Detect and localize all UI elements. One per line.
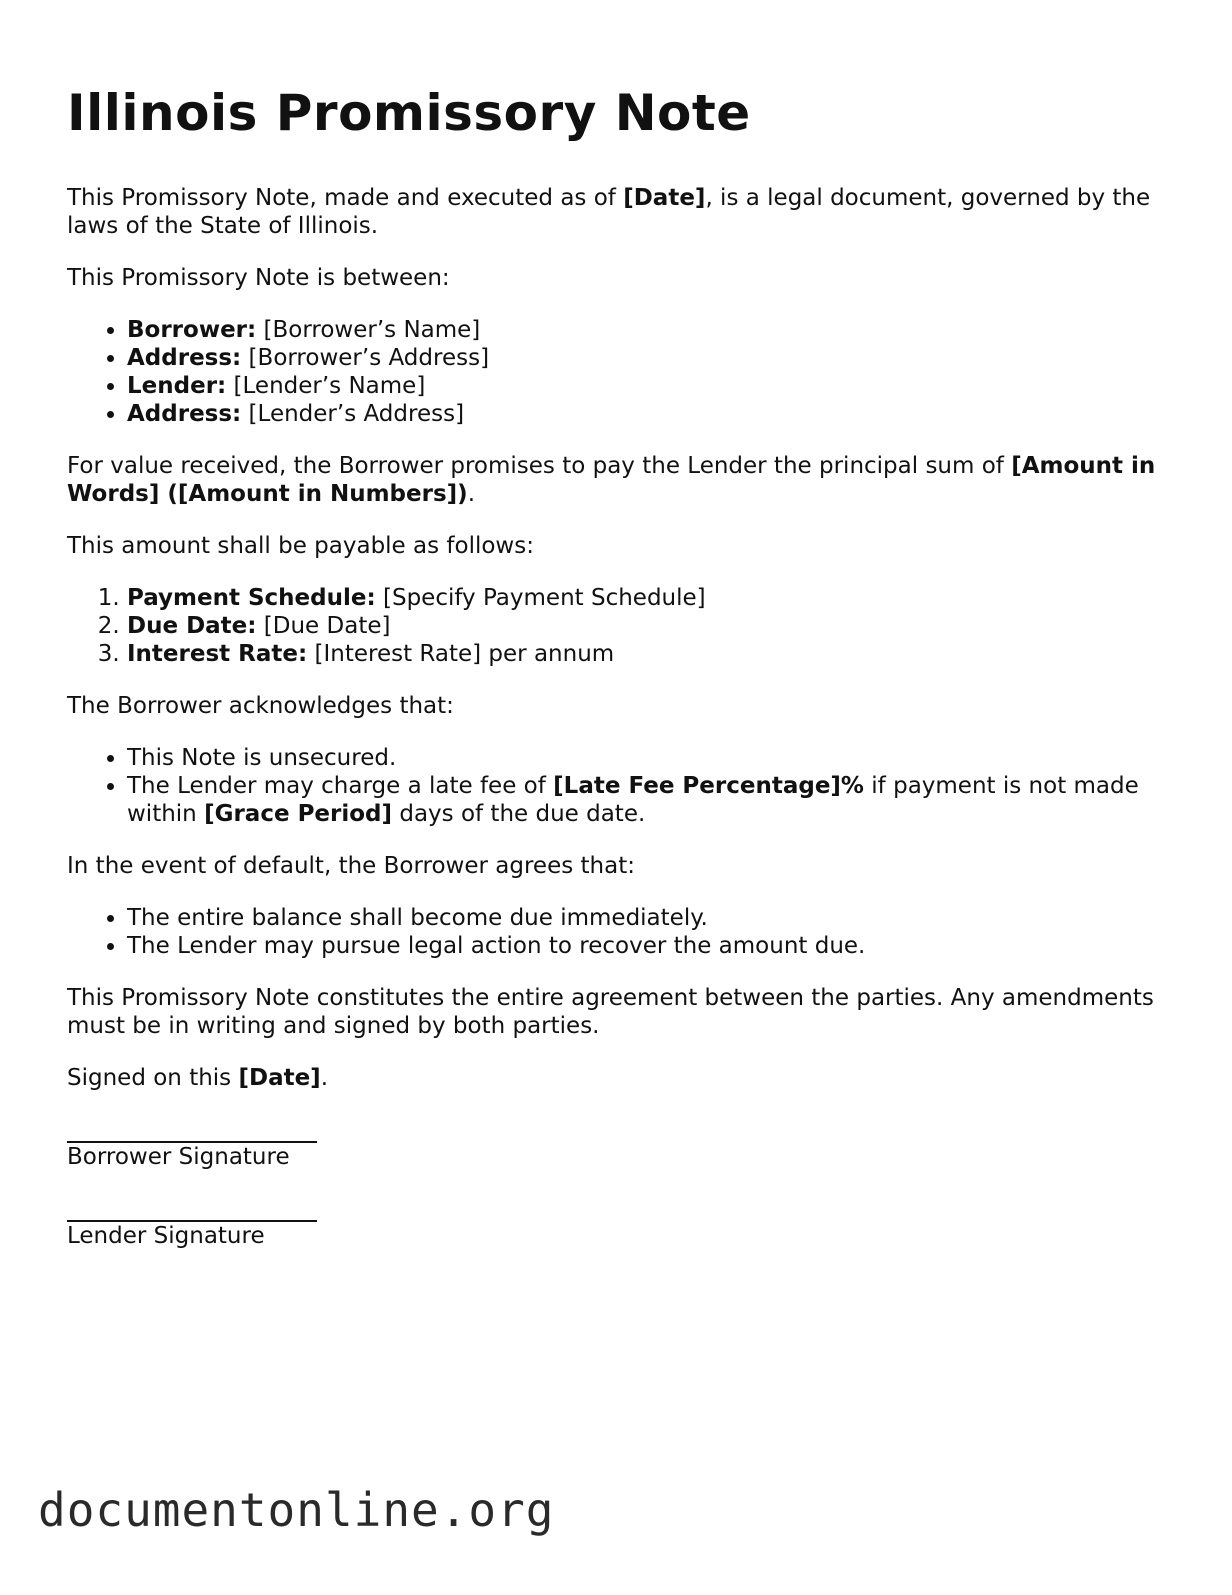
footer-watermark: documentonline.org	[38, 1483, 555, 1537]
intro-text-after: , is a legal document, governed by the laws of the State of Illinois.	[67, 185, 1151, 239]
signed-text-before: Signed on this	[67, 1065, 239, 1091]
party-label: Borrower:	[127, 317, 257, 343]
party-value: [Borrower’s Name]	[256, 317, 481, 343]
grace-period-placeholder: [Grace Period]	[204, 801, 393, 827]
lender-signature-line[interactable]	[67, 1195, 317, 1222]
payment-term-interest	[127, 640, 1177, 668]
late-fee-percentage-placeholder: [Late Fee Percentage]%	[553, 773, 864, 799]
term-label: Interest Rate:	[127, 641, 308, 667]
party-value: [Borrower’s Address]	[241, 345, 490, 371]
signed-paragraph	[67, 1064, 1177, 1092]
signed-text-after: .	[320, 1065, 329, 1091]
party-label: Lender:	[127, 373, 227, 399]
between-paragraph: This Promissory Note is between:	[67, 265, 450, 291]
payment-terms-list	[67, 584, 1177, 668]
ack-late-fee	[127, 772, 1177, 828]
default-item: • The Lender may pursue legal action to recover the amount due.	[127, 932, 1177, 960]
late-fee-text-before: The Lender may charge a late fee of	[127, 773, 554, 799]
payment-term-due-date	[127, 612, 1177, 640]
party-value: [Lender’s Name]	[226, 373, 426, 399]
intro-date-placeholder: [Date]	[623, 185, 706, 211]
lender-signature-label: Lender Signature	[67, 1223, 265, 1249]
entire-agreement-paragraph: This Promissory Note constitutes the entire agreement between the parties. Any amendments must be in writing and signed by both parties.	[67, 985, 1154, 1039]
borrower-signature-line[interactable]	[67, 1116, 317, 1143]
principal-text-before: For value received, the Borrower promises to pay the Lender the principal sum of	[67, 453, 1012, 479]
intro-paragraph	[67, 184, 1177, 240]
principal-amount-placeholder: [Amount in Words] ([Amount in Numbers])	[67, 453, 1156, 507]
term-value: [Due Date]	[256, 613, 391, 639]
intro-text-before: This Promissory Note, made and executed as of	[67, 185, 624, 211]
principal-text-after: .	[467, 481, 475, 507]
party-borrower-address	[127, 344, 1177, 372]
default-item: • The entire balance shall become due immediately.	[127, 904, 1177, 932]
party-label: Address:	[127, 401, 242, 427]
document-title: Illinois Promissory Note	[67, 84, 751, 142]
borrower-signature-label: Borrower Signature	[67, 1144, 290, 1170]
payment-term-schedule	[127, 584, 1177, 612]
term-label: Payment Schedule:	[127, 585, 376, 611]
parties-list	[67, 316, 1177, 428]
payable-paragraph: This amount shall be payable as follows:	[67, 533, 534, 559]
ack-unsecured: • This Note is unsecured.	[127, 744, 1177, 772]
lender-signature-block	[67, 1195, 1177, 1250]
borrower-signature-block	[67, 1116, 1177, 1171]
party-borrower-name	[127, 316, 1177, 344]
late-fee-text-after: days of the due date.	[392, 801, 646, 827]
principal-paragraph	[67, 452, 1177, 508]
default-list	[67, 904, 1177, 960]
party-lender-address	[127, 400, 1177, 428]
term-value: [Interest Rate] per annum	[307, 641, 615, 667]
signed-date-placeholder: [Date]	[238, 1065, 321, 1091]
acknowledges-paragraph: The Borrower acknowledges that:	[67, 693, 454, 719]
term-label: Due Date:	[127, 613, 257, 639]
party-lender-name	[127, 372, 1177, 400]
term-value: [Specify Payment Schedule]	[375, 585, 706, 611]
document-page	[67, 82, 1177, 1274]
late-fee-text-middle: if payment is not made within	[127, 773, 1139, 827]
default-paragraph: In the event of default, the Borrower agrees that:	[67, 853, 635, 879]
party-value: [Lender’s Address]	[241, 401, 465, 427]
party-label: Address:	[127, 345, 242, 371]
acknowledgements-list	[67, 744, 1177, 828]
